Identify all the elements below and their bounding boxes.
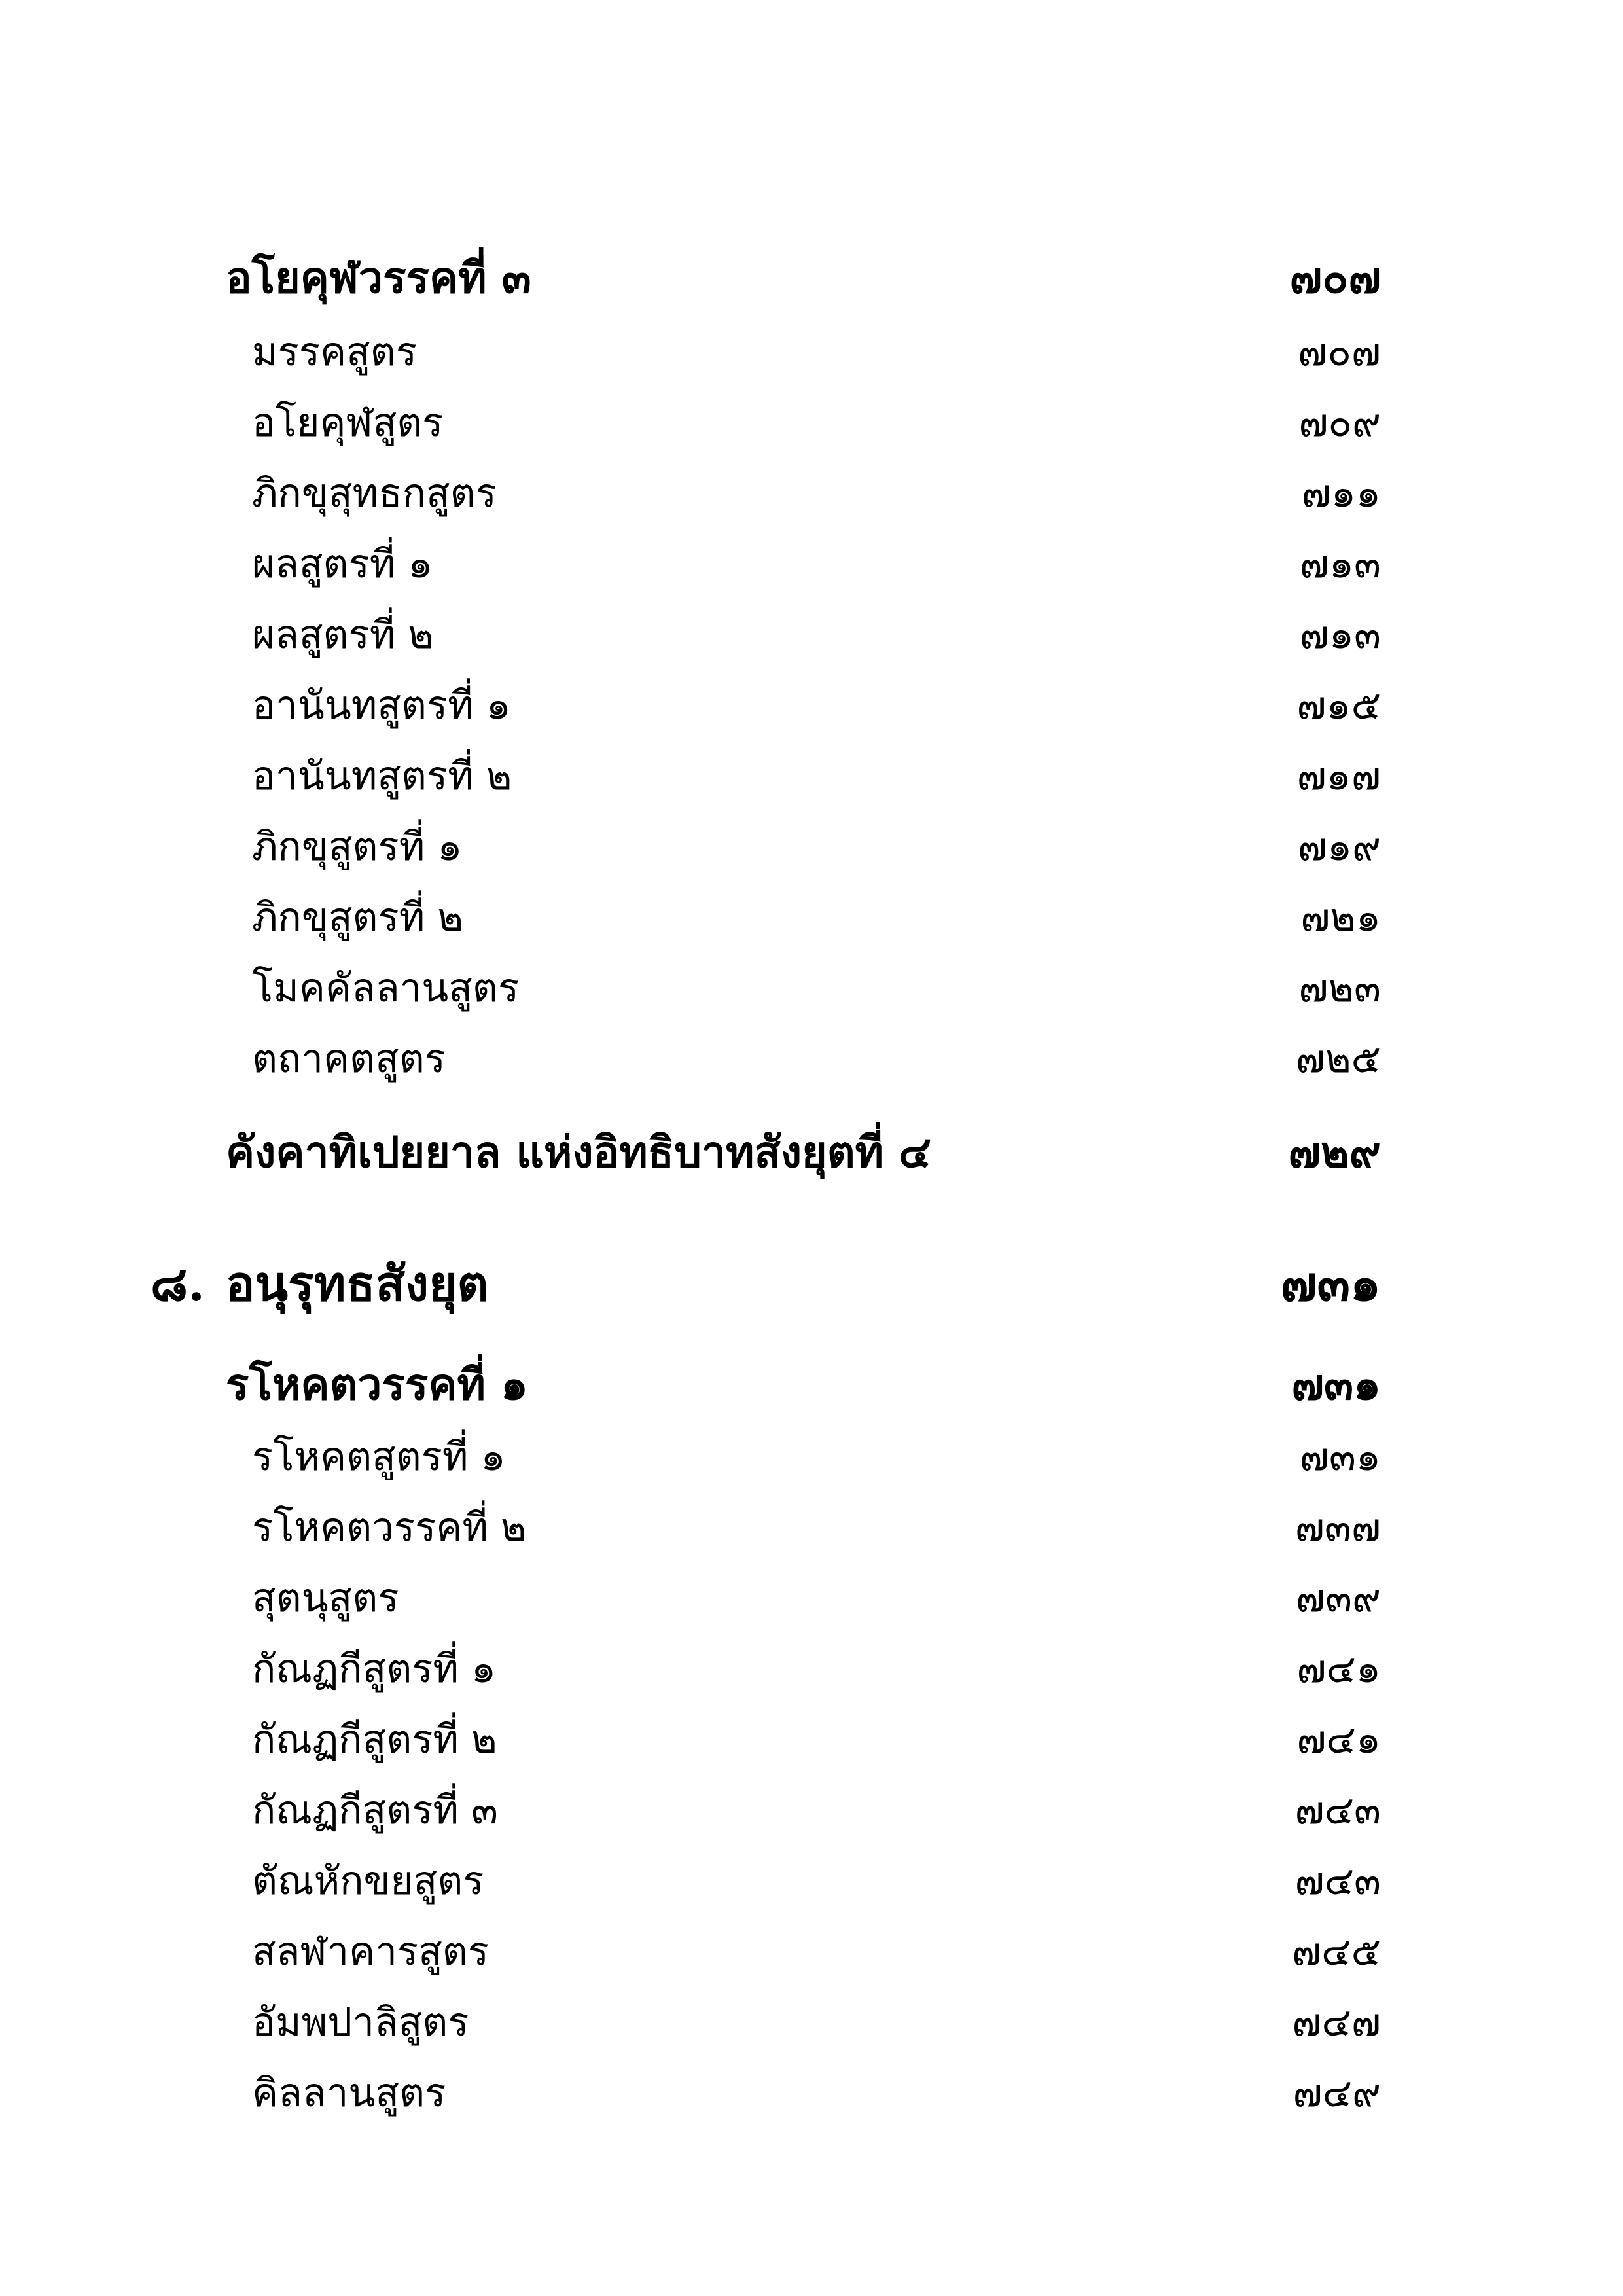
toc-entry-label: มรรคสูตร (252, 329, 417, 375)
toc-entry-label: กัณฏกีสูตรที่ ๒ (252, 1717, 497, 1763)
toc-entry-page: ๗๐๙ (1298, 400, 1381, 446)
toc-chapter-number: ๘. (151, 1256, 205, 1312)
toc-entry-label: กัณฏกีสูตรที่ ๓ (252, 1787, 499, 1833)
toc-entry-page: ๗๑๓ (1299, 612, 1381, 658)
toc-entry-page: ๗๒๓ (1298, 965, 1381, 1011)
toc-entry-label: ภิกขุสุทธกสูตร (252, 471, 497, 516)
toc-entry-page: ๗๑๙ (1297, 824, 1381, 870)
toc-entry-label: ผลสูตรที่ ๒ (252, 612, 434, 658)
toc-entry-label: รโหคตวรรคที่ ๒ (252, 1505, 527, 1551)
toc-entry-label: สลฬาคารสูตร (252, 1929, 489, 1975)
toc-entry-page: ๗๓๑ (1299, 1434, 1381, 1480)
toc-entry-page: ๗๒๕ (1295, 1036, 1381, 1082)
toc-entry-page: ๗๔๑ (1296, 1646, 1381, 1692)
toc-entry-page: ๗๔๓ (1294, 1858, 1381, 1904)
toc-chapter-page: ๗๓๑ (1280, 1256, 1381, 1312)
toc-entry-label: ผลสูตรที่ ๑ (252, 541, 433, 587)
toc-entry-page: ๗๔๑ (1296, 1717, 1381, 1763)
toc-entry-label: กัณฏกีสูตรที่ ๑ (252, 1646, 497, 1692)
toc-entry-label: อโยคุฬสูตร (252, 400, 444, 446)
toc-entry-label: ตัณหักขยสูตร (252, 1858, 484, 1904)
toc-chapter-title: อนุรุทธสังยุต (226, 1256, 489, 1312)
toc-entry-page: ๗๑๑ (1301, 471, 1381, 516)
toc-heading-page: ๗๒๙ (1288, 1126, 1381, 1177)
toc-entry-page: ๗๔๓ (1294, 1787, 1381, 1833)
toc-entry-page: ๗๔๕ (1292, 1929, 1381, 1975)
toc-entry-page: ๗๒๑ (1300, 895, 1381, 941)
toc-entry-label: รโหคตสูตรที่ ๑ (252, 1434, 506, 1480)
toc-heading-title: คังคาทิเปยยาล แห่งอิทธิบาทสังยุตที่ ๔ (226, 1126, 932, 1177)
toc-entry-label: ตถาคตสูตร (252, 1036, 446, 1082)
toc-entry-page: ๗๑๗ (1296, 753, 1381, 799)
toc-entry-label: โมคคัลลานสูตร (252, 965, 520, 1011)
toc-heading-page: ๗๓๑ (1291, 1359, 1381, 1410)
toc-entry-label: ภิกขุสูตรที่ ๒ (252, 895, 463, 941)
toc-entry-page: ๗๓๗ (1294, 1505, 1381, 1551)
toc-entry-page: ๗๔๙ (1293, 2070, 1381, 2116)
toc-entry-label: ภิกขุสูตรที่ ๑ (252, 824, 463, 870)
toc-entry-label: อานันทสูตรที่ ๒ (252, 753, 512, 799)
toc-entry-page: ๗๔๗ (1292, 2000, 1381, 2045)
toc-entry-label: อัมพปาลิสูตร (252, 2000, 469, 2045)
toc-entry-page: ๗๑๓ (1299, 541, 1381, 587)
toc-entry-page: ๗๓๙ (1295, 1575, 1381, 1621)
toc-entry-label: สุตนุสูตร (252, 1575, 399, 1621)
toc-heading-title: รโหคตวรรคที่ ๑ (226, 1359, 528, 1410)
toc-heading-title: อโยคุฬวรรคที่ ๓ (226, 252, 531, 303)
toc-entry-label: อานันทสูตรที่ ๑ (252, 683, 511, 728)
toc-entry-label: คิลลานสูตร (252, 2070, 446, 2116)
toc-entry-page: ๗๐๗ (1298, 329, 1381, 375)
toc-entry-page: ๗๑๕ (1296, 683, 1381, 728)
toc-heading-page: ๗๐๗ (1289, 252, 1381, 303)
